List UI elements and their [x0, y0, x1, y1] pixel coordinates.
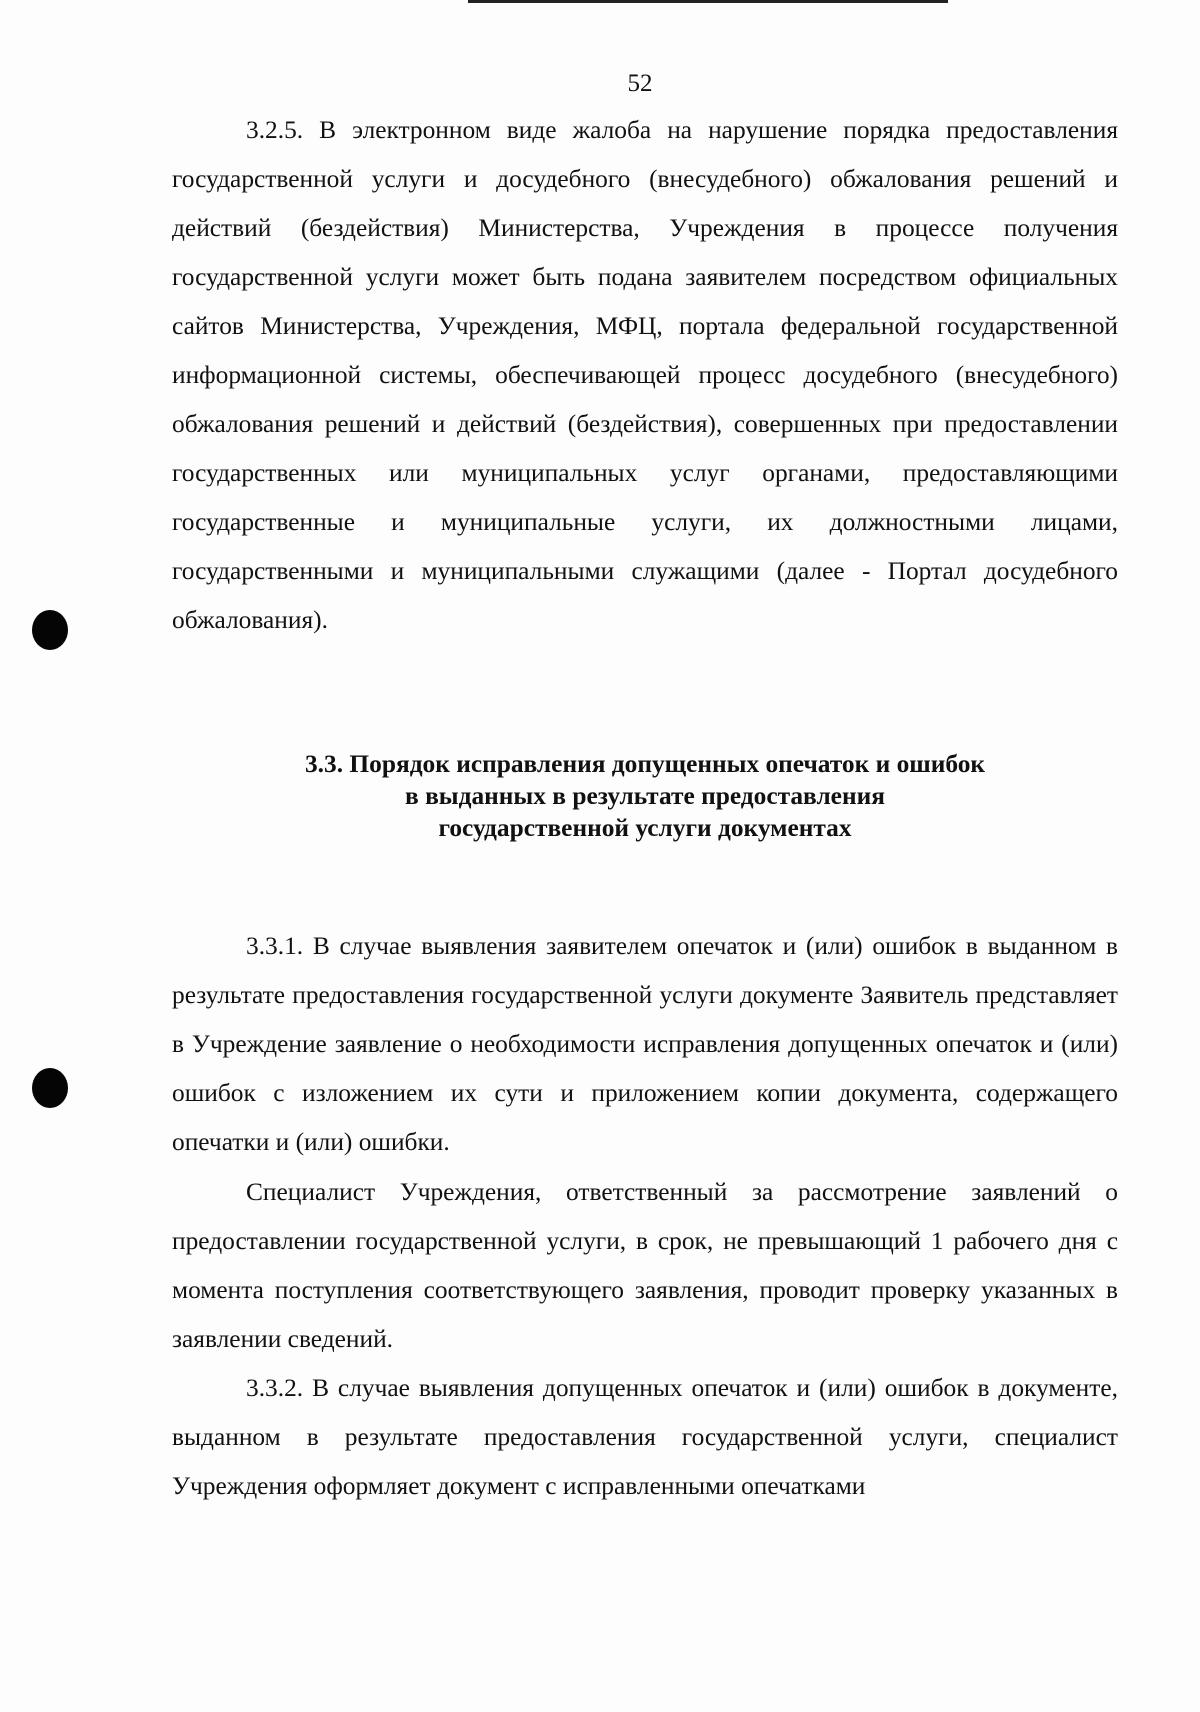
paragraph-3-3-2: 3.3.2. В случае выявления допущенных опечаток и (или) ошибок в документе, выданном в результате предоставления государственной услуги, специалист Учреждения оформляет документ с исправленными опечатками [172, 1374, 1118, 1500]
top-edge-rule [468, 0, 948, 3]
page-number: 52 [627, 70, 653, 97]
section-heading-line: в выданных в результате предоставления [405, 782, 885, 810]
punch-hole-mark [32, 1068, 68, 1108]
section-heading-line: государственной услуги документах [438, 814, 852, 842]
paragraph-3-2-5: 3.2.5. В электронном виде жалоба на нарушение порядка предоставления государственной услуги и досудебного (внесудебного) обжалования решений и действий (бездействия) Министерства, Учреждения в процессе получения государственной услуги может быть подана заявителем посредством официальных сайтов Министерства, Учреждения, МФЦ, портала федеральной государственной информационной системы, обеспечивающей процесс досудебного (внесудебного) обжалования решений и действий (бездействия), совершенных при предоставлении государственных или муниципальных услуг органами, предоставляющими государственные и муниципальные услуги, их должностными лицами, государственными и муниципальными служащими (далее - Портал досудебного обжалования). [172, 116, 1118, 634]
punch-hole-mark [32, 610, 68, 650]
paragraph-specialist: Специалист Учреждения, ответственный за рассмотрение заявлений о предоставлении государственной услуги, в срок, не превышающий 1 рабочего дня с момента поступления соответствующего заявления, проводит проверку указанных в заявлении сведений. [172, 1178, 1118, 1353]
paragraph-3-3-1: 3.3.1. В случае выявления заявителем опечаток и (или) ошибок в выданном в результате предоставления государственной услуги документе Заявитель представляет в Учреждение заявление о необходимости исправления допущенных опечаток и (или) ошибок с изложением их сути и приложением копии документа, содержащего опечатки и (или) ошибки. [172, 932, 1118, 1156]
section-heading-3-3 [172, 748, 1118, 844]
section-heading-line: 3.3. Порядок исправления допущенных опечаток и ошибок [304, 750, 986, 778]
